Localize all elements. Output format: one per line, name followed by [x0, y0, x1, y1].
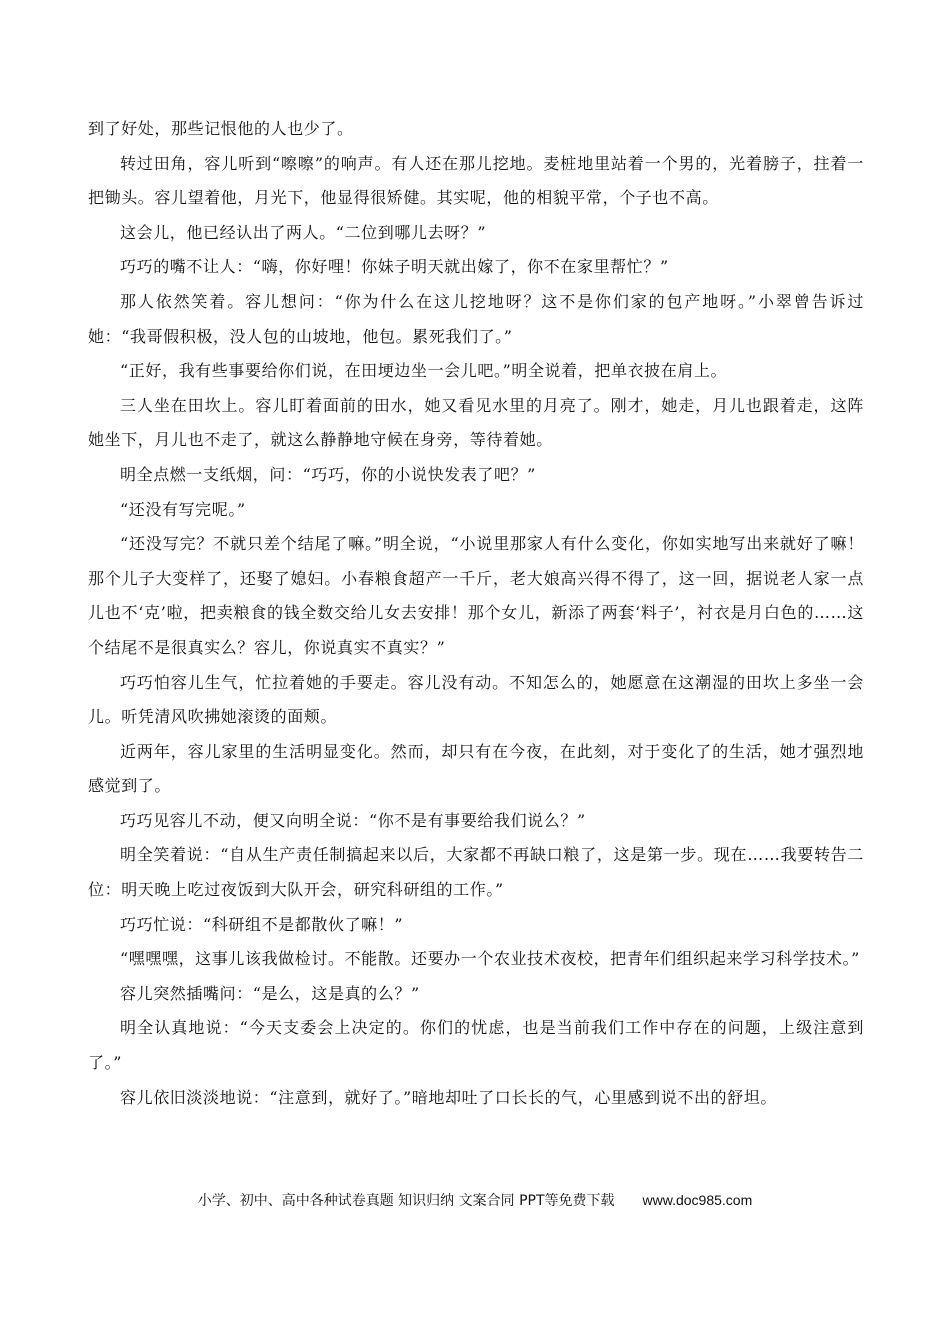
- paragraph: 这会儿，他已经认出了两人。“二位到哪儿去呀？”: [120, 222, 487, 242]
- paragraph: “正好，我有些事要给你们说，在田埂边坐一会儿吧。”明全说着，把单衣披在肩上。: [120, 361, 728, 381]
- footer-url-link[interactable]: www.doc985.com: [642, 1192, 753, 1208]
- paragraph: 到了好处，那些记恨他的人也少了。: [88, 119, 354, 138]
- paragraph: 三人坐在田坎上。容儿盯着面前的田水，她又看见水里的月亮了。刚才，她走，月儿也跟着走，这阵她坐下，月儿也不走了，就这么静静地守候在身旁，等待着她。: [88, 395, 864, 450]
- paragraph: 巧巧忙说：“科研组不是都散伙了嘛！”: [120, 914, 404, 934]
- page-footer: [0, 1190, 950, 1210]
- paragraph: 巧巧见容儿不动，便又向明全说：“你不是有事要给我们说么？”: [120, 810, 586, 830]
- paragraph: 容儿突然插嘴问：“是么，这是真的么？”: [120, 983, 420, 1003]
- paragraph: 明全笑着说：“自从生产责任制搞起来以后，大家都不再缺口粮了，这是第一步。现在……我要转告二位：明天晚上吃过夜饭到大队开会，研究科研组的工作。”: [88, 845, 864, 900]
- paragraph: 转过田角，容儿听到“嚓嚓”的响声。有人还在那儿挖地。麦桩地里站着一个男的，光着膀子，拄着一把锄头。容儿望着他，月光下，他显得很矫健。其实呢，他的相貌平常，个子也不高。: [88, 153, 864, 208]
- paragraph: 明全点燃一支纸烟，问：“巧巧，你的小说快发表了吧？”: [120, 464, 536, 484]
- paragraph: “嘿嘿嘿，这事儿该我做检讨。不能散。还要办一个农业技术夜校，把青年们组织起来学习科学技术。”: [120, 949, 860, 969]
- body-text: [88, 112, 864, 1115]
- paragraph: 明全认真地说：“今天支委会上决定的。你们的忧虑，也是当前我们工作中存在的问题，上级注意到了。”: [88, 1018, 864, 1073]
- paragraph: 巧巧的嘴不让人：“嗨，你好哩！你妹子明天就出嫁了，你不在家里帮忙？”: [120, 257, 669, 277]
- paragraph: 那人依然笑着。容儿想问：“你为什么在这儿挖地呀？这不是你们家的包产地呀。”小翠曾告诉过她：“我哥假积极，没人包的山坡地，他包。累死我们了。”: [88, 291, 864, 346]
- paragraph: 容儿依旧淡淡地说：“注意到，就好了。”暗地却吐了口长长的气，心里感到说不出的舒坦。: [120, 1087, 777, 1107]
- footer-text: 小学、初中、高中各种试卷真题 知识归纳 文案合同 PPT等免费下载: [197, 1193, 615, 1209]
- paragraph: “还没有写完呢。”: [120, 499, 246, 519]
- paragraph: 近两年，容儿家里的生活明显变化。然而，却只有在今夜，在此刻，对于变化了的生活，她才强烈地感觉到了。: [88, 741, 864, 796]
- paragraph: “还没写完？不就只差个结尾了嘛。”明全说，“小说里那家人有什么变化，你如实地写出来就好了嘛！那个儿子大变样了，还娶了媳妇。小春粮食超产一千斤，老大娘高兴得不得了，这一回，据说老人家一点儿也不‘克’啦，把卖粮食的钱全数交给儿女去安排！那个女儿，新添了两套‘料子’，衬衣是月白色的……这个结尾不是很真实么？容儿，你说真实不真实？”: [88, 534, 864, 657]
- paragraph: 巧巧怕容儿生气，忙拉着她的手要走。容儿没有动。不知怎么的，她愿意在这潮湿的田坎上多坐一会儿。听凭清风吹拂她滚烫的面颊。: [88, 672, 864, 727]
